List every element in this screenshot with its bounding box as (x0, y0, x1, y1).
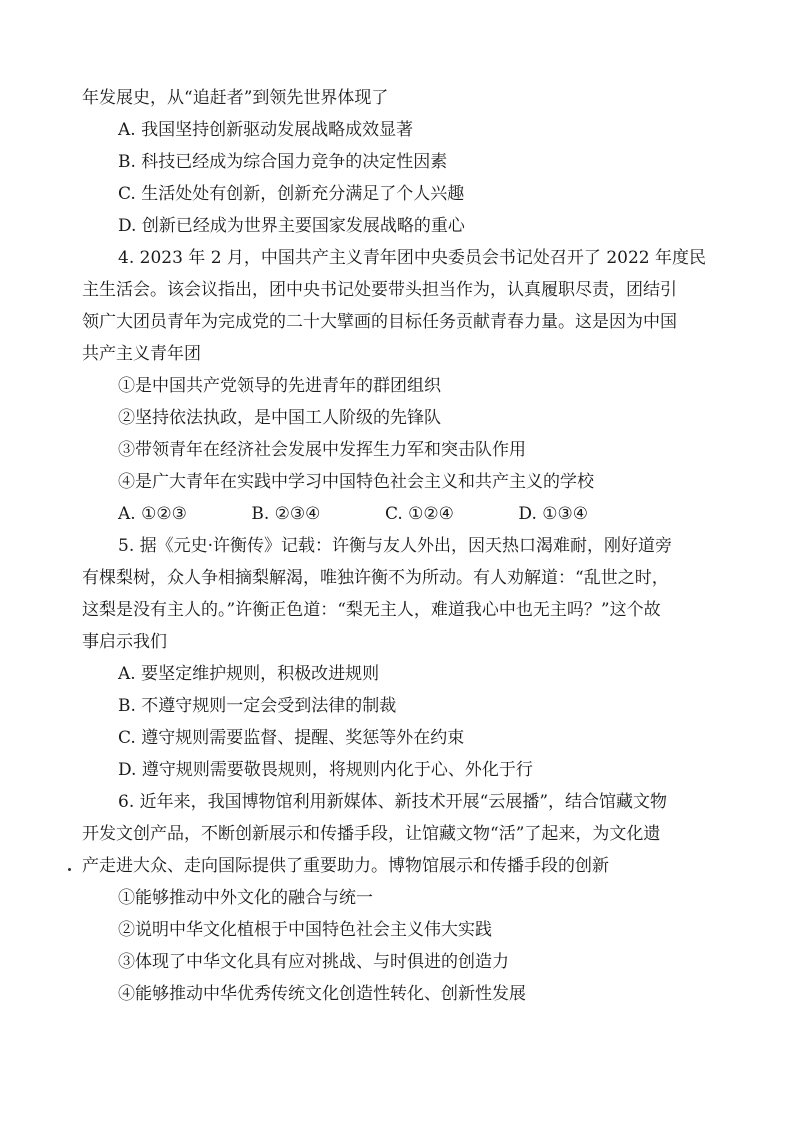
question-6-statement-1: ①能够推动中外文化的融合与统一 (118, 888, 373, 908)
question-3-option-a: A. 我国坚持创新驱动发展战略成效显著 (118, 120, 414, 140)
question-3-option-b: B. 科技已经成为综合国力竞争的决定性因素 (118, 152, 448, 172)
question-4-options (118, 502, 588, 526)
question-6-stem-line: 开发文创产品，不断创新展示和传播手段，让馆藏文物“活”了起来，为文化遗 (82, 824, 661, 844)
question-3-option-c: C. 生活处处有创新，创新充分满足了个人兴趣 (118, 184, 465, 204)
question-4-stem-line: 4. 2023 年 2 月，中国共产主义青年团中央委员会书记处召开了 2022 年度民 (118, 248, 706, 268)
question-4-option-c: C. ①②④ (384, 504, 454, 524)
question-4-statement-4: ④是广大青年在实践中学习中国特色社会主义和共产主义的学校 (118, 472, 594, 492)
question-6-stem-line: 产走进大众、走向国际提供了重要助力。博物馆展示和传播手段的创新 (82, 856, 609, 876)
question-5-option-b: B. 不遵守规则一定会受到法律的制裁 (118, 696, 397, 716)
question-5-stem-line: 5. 据《元史·许衡传》记载：许衡与友人外出，因天热口渴难耐，刚好道旁 (118, 536, 673, 556)
question-6-statement-4: ④能够推动中华优秀传统文化创造性转化、创新性发展 (118, 984, 526, 1004)
question-4-option-b: B. ②③④ (251, 504, 321, 524)
question-3-stem-tail: 年发展史，从“追赶者”到领先世界体现了 (82, 88, 389, 108)
question-4-statement-3: ③带领青年在经济社会发展中发挥生力军和突击队作用 (118, 440, 526, 460)
question-4-stem-line: 主生活会。该会议指出，团中央书记处要带头担当作为，认真履职尽责，团结引 (82, 280, 677, 300)
question-4-stem-line: 共产主义青年团 (82, 344, 201, 364)
question-5-option-a: A. 要坚定维护规则，积极改进规则 (118, 664, 380, 684)
question-6-statement-2: ②说明中华文化植根于中国特色社会主义伟大实践 (118, 920, 492, 940)
question-4-statement-2: ②坚持依法执政，是中国工人阶级的先锋队 (118, 408, 441, 428)
question-5-stem-line: 有棵梨树，众人争相摘梨解渴，唯独许衡不为所动。有人劝解道：“乱世之时， (82, 568, 669, 588)
question-6-statement-3: ③体现了中华文化具有应对挑战、与时俱进的创造力 (118, 952, 509, 972)
question-5-option-d: D. 遵守规则需要敬畏规则，将规则内化于心、外化于行 (118, 760, 533, 780)
question-4-option-a: A. ①②③ (118, 504, 187, 524)
question-6-stem-line: 6. 近年来，我国博物馆利用新媒体、新技术开展“云展播”，结合馆藏文物 (118, 792, 668, 812)
question-4-statement-1: ①是中国共产党领导的先进青年的群团组织 (118, 376, 441, 396)
question-4-stem-line: 领广大团员青年为完成党的二十大擘画的目标任务贡献青春力量。这是因为中国 (82, 312, 677, 332)
scan-speck (68, 868, 71, 871)
question-5-stem-line: 这梨是没有主人的。”许衡正色道：“梨无主人，难道我心中也无主吗？”这个故 (82, 600, 661, 620)
question-5-stem-line: 事启示我们 (82, 632, 167, 652)
question-3-option-d: D. 创新已经成为世界主要国家发展战略的重心 (118, 216, 465, 236)
question-4-option-d: D. ①③④ (518, 504, 588, 524)
question-5-option-c: C. 遵守规则需要监督、提醒、奖惩等外在约束 (118, 728, 465, 748)
